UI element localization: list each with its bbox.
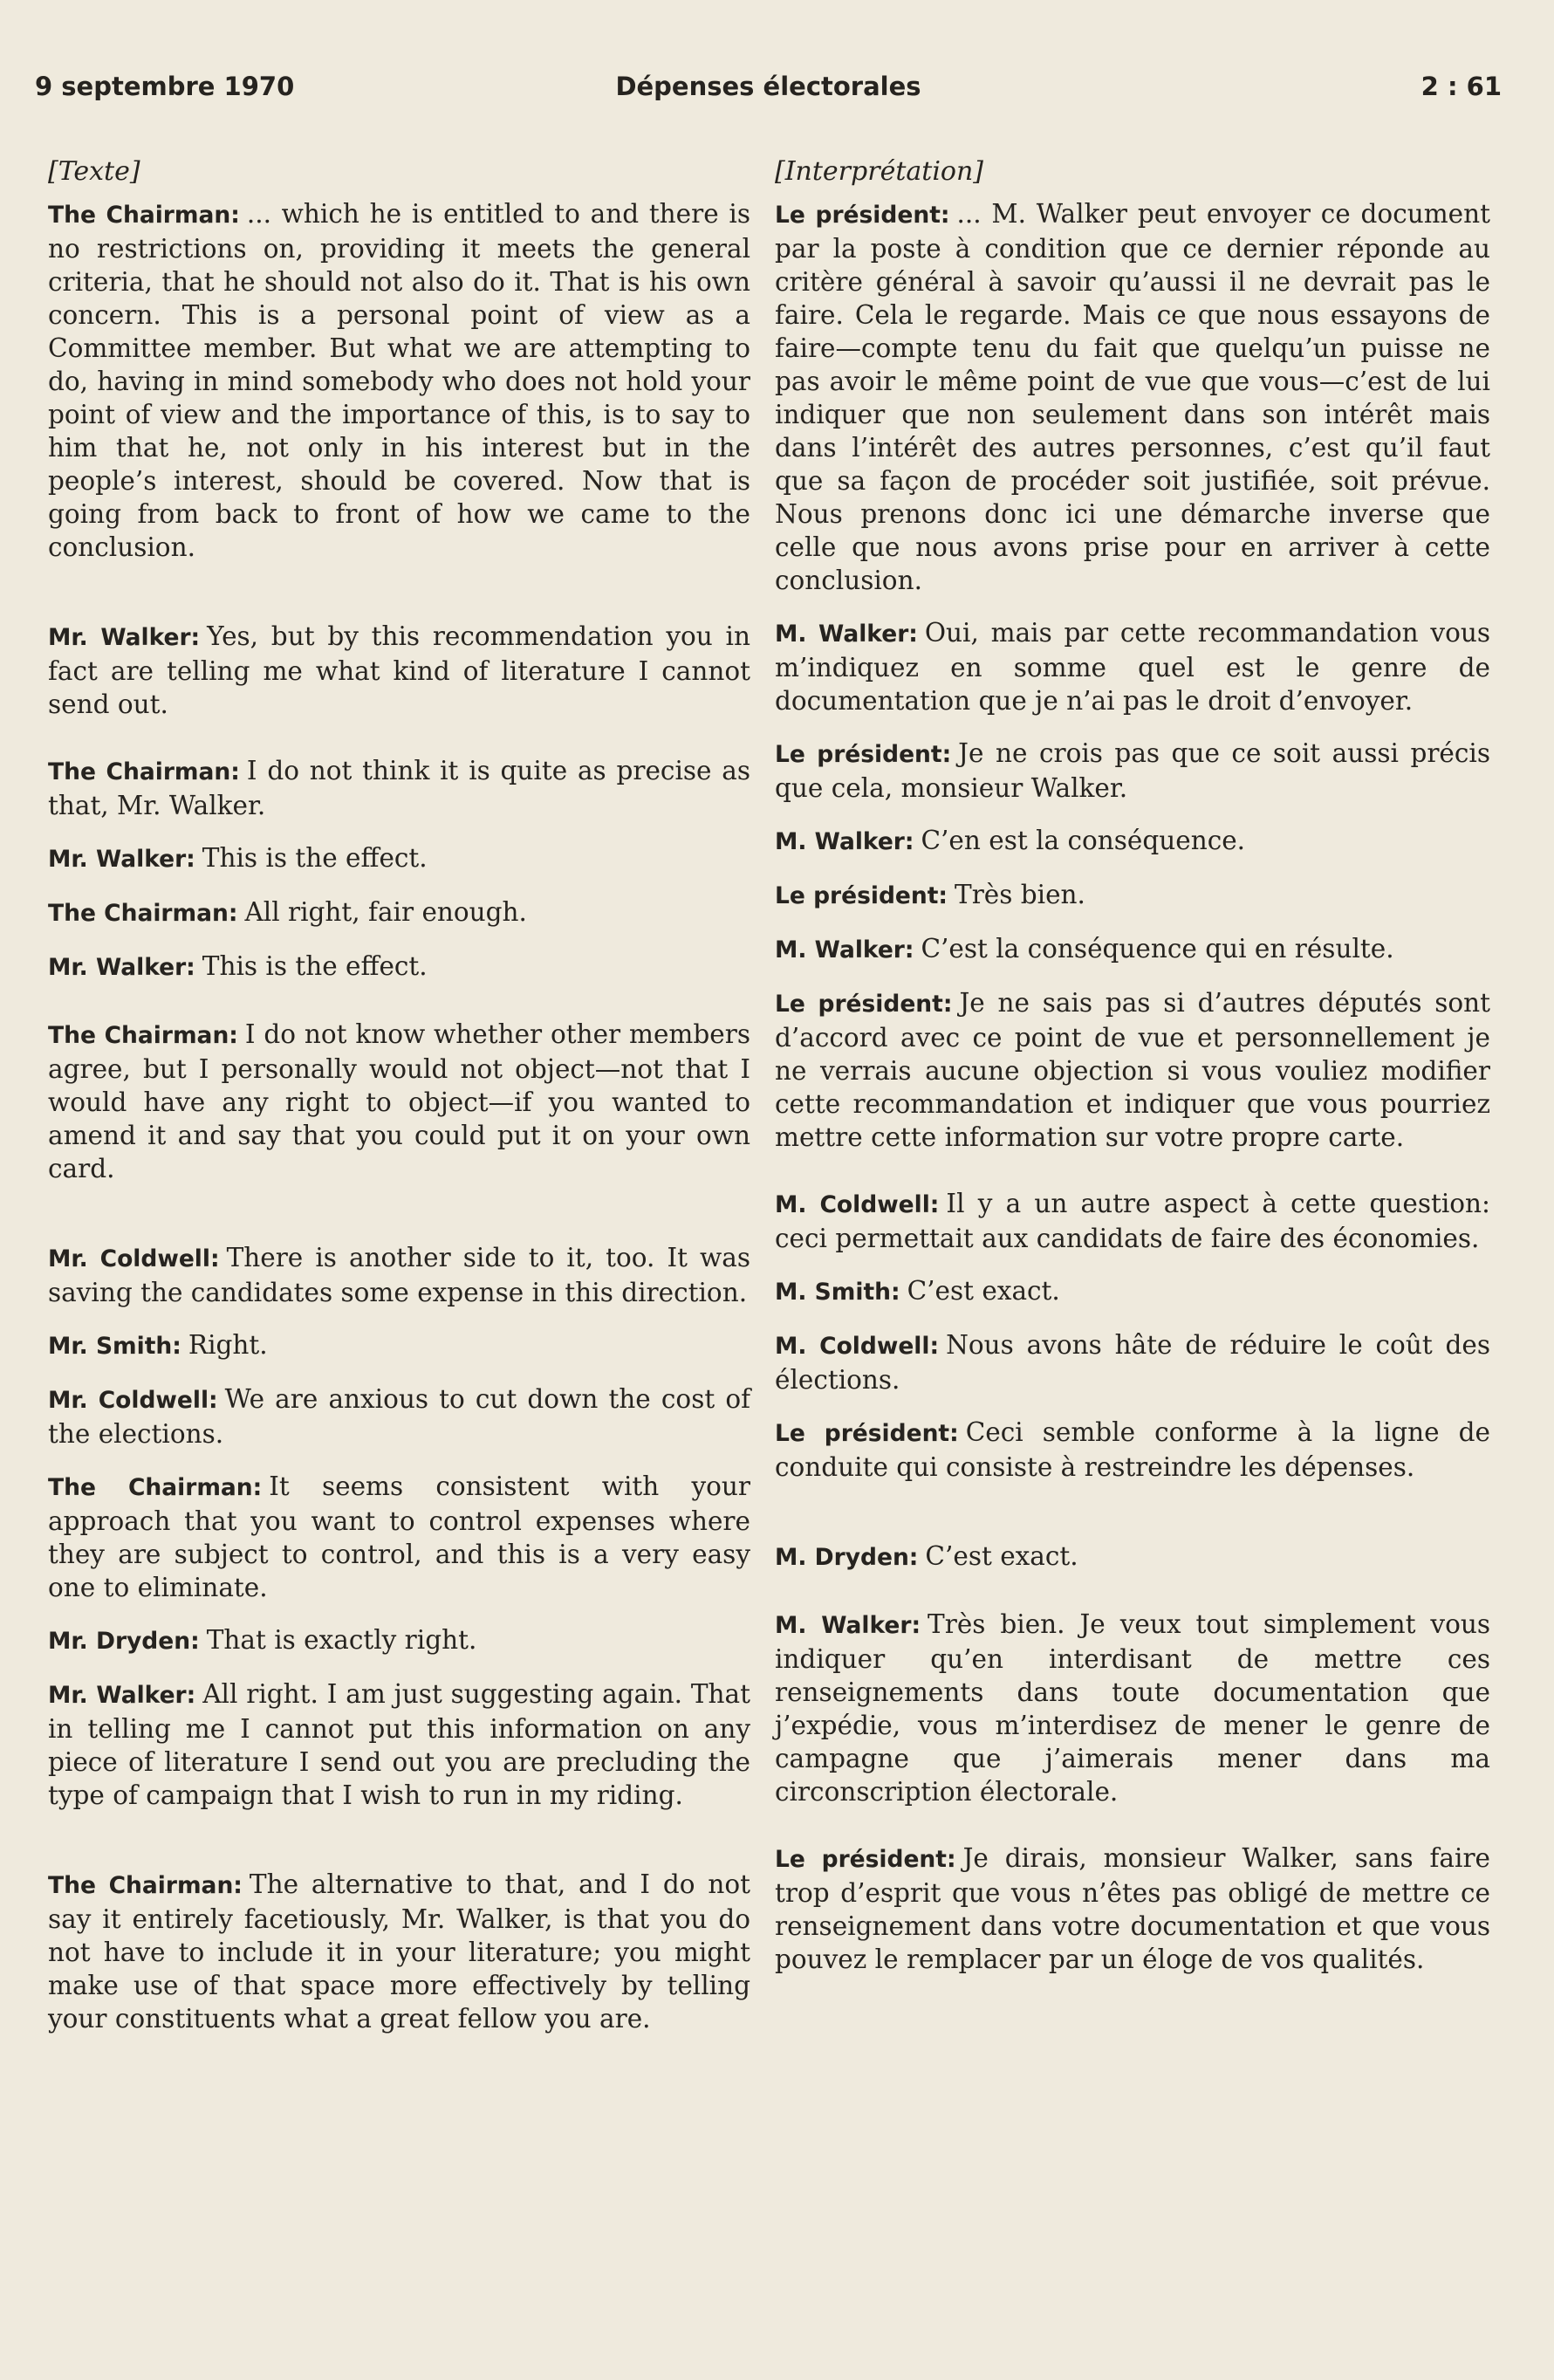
speech-text: Je ne crois pas que ce soit aussi précis que cela, monsieur Walker. [775, 738, 1490, 803]
speech-text: Il y a un autre aspect à cette question: ceci permettait aux candidats de faire des économies. [775, 1189, 1490, 1253]
speaker-name: The Chairman: [48, 1872, 243, 1899]
speech-text: That is exactly right. [206, 1625, 477, 1655]
transcript-paragraph [48, 895, 750, 930]
transcript-paragraph [775, 1274, 1490, 1309]
speech-text: There is another side to it, too. It was saving the candidates some expense in this direction. [48, 1243, 750, 1307]
speech-text: C’est exact. [907, 1276, 1060, 1306]
speech-text: Oui, mais par cette recommandation vous m’indiquez en somme quel est le genre de documentation que je n’ai pas le droit d’envoyer. [775, 618, 1490, 716]
french-column [775, 155, 1490, 1976]
speech-text: Très bien. Je veux tout simplement vous indiquer qu’en interdisant de mettre ces renseignements dans toute documentation que j’expédie, vous m’interdisez de mener le genre de campagne que j’aimerais mener dans ma circonscription électorale. [775, 1609, 1490, 1807]
transcript-paragraph [775, 1608, 1490, 1808]
speaker-name: Mr. Coldwell: [48, 1245, 220, 1272]
speech-text: We are anxious to cut down the cost of the elections. [48, 1384, 751, 1449]
speech-text: Yes, but by this recommendation you in fact are telling me what kind of literature I cannot send out. [48, 621, 750, 719]
speech-text: ... M. Walker peut envoyer ce document par la poste à condition que ce dernier réponde au critère général à savoir qu’aussi il ne devrait pas le faire. Cela le regarde. Mais ce que nous essayons de faire—compte tenu du fait que quelqu’un puisse ne pas avoir le même point de vue que vous—c’est de lui indiquer que non seulement dans son intérêt mais dans l’intérêt des autres personnes, c’est qu’il faut que sa façon de procéder soit justifiée, soit prévue. Nous prenons donc ici une démarche inverse que celle que nous avons prise pour en arriver à cette conclusion. [775, 199, 1490, 595]
speaker-name: M. Coldwell: [775, 1191, 940, 1218]
transcript-paragraph [48, 1470, 750, 1604]
transcript-paragraph [48, 1328, 750, 1363]
transcript-paragraph [48, 950, 750, 984]
speaker-name: Mr. Walker: [48, 846, 195, 873]
transcript-paragraph [775, 197, 1490, 597]
transcript-paragraph [775, 1540, 1490, 1574]
speech-text: Nous avons hâte de réduire le coût des élections. [775, 1330, 1490, 1395]
speaker-name: Le président: [775, 741, 952, 768]
transcript-paragraph [48, 1018, 750, 1185]
speech-text: I do not know whether other members agree, but I personally would not object—not that I would have any right to object—if you wanted to amend it and say that you could put it on your own card. [48, 1019, 750, 1183]
transcript-paragraph [48, 197, 750, 564]
transcript-paragraph [775, 824, 1490, 859]
speaker-name: M. Walker: [775, 1612, 921, 1639]
speaker-name: Mr. Dryden: [48, 1628, 200, 1655]
transcript-paragraph [775, 1416, 1490, 1484]
speech-text: Right. [188, 1330, 268, 1360]
speech-text: I do not think it is quite as precise as that, Mr. Walker. [48, 756, 751, 820]
speech-text: All right, fair enough. [244, 897, 527, 927]
speaker-name: The Chairman: [48, 202, 240, 229]
transcript-paragraph [48, 1241, 750, 1309]
speech-text: C’en est la conséquence. [921, 826, 1246, 855]
speaker-name: Mr. Walker: [48, 624, 201, 651]
transcript-paragraph [775, 1328, 1490, 1396]
speaker-name: The Chairman: [48, 900, 238, 927]
transcript-paragraph [775, 616, 1490, 717]
transcript-paragraph [48, 754, 750, 822]
transcript-paragraph [775, 878, 1490, 913]
speaker-name: Le président: [775, 202, 950, 229]
transcript-paragraph [48, 1677, 750, 1812]
speaker-name: M. Walker: [775, 621, 918, 648]
speech-text: C’est exact. [925, 1541, 1078, 1571]
speaker-name: M. Walker: [775, 936, 914, 964]
section-label-texte: [Texte] [48, 156, 140, 187]
speaker-name: M. Dryden: [775, 1544, 919, 1571]
speaker-name: The Chairman: [48, 1474, 263, 1501]
speaker-name: Le président: [775, 1420, 959, 1447]
speaker-name: Le président: [775, 1846, 956, 1873]
transcript-paragraph [48, 1623, 750, 1658]
speech-text: It seems consistent with your approach that you want to control expenses where they are subject to control, and this is a very easy one to eliminate. [48, 1471, 750, 1602]
transcript-paragraph [775, 737, 1490, 805]
speech-text: All right. I am just suggesting again. That in telling me I cannot put this information on any piece of literature I send out you are precluding the type of campaign that I wish to run in my riding. [48, 1679, 750, 1810]
transcript-paragraph [48, 620, 750, 721]
speaker-name: Mr. Walker: [48, 954, 195, 981]
transcript-paragraph [775, 1187, 1490, 1255]
transcript-paragraph [775, 1842, 1490, 1976]
header-date: 9 septembre 1970 [35, 72, 295, 101]
speaker-name: M. Walker: [775, 828, 914, 855]
transcript-paragraph [48, 841, 750, 876]
speaker-name: The Chairman: [48, 758, 240, 785]
speech-text: C’est la conséquence qui en résulte. [921, 934, 1394, 964]
speaker-name: Mr. Coldwell: [48, 1387, 218, 1414]
transcript-paragraph [48, 1868, 750, 2035]
speech-text: This is the effect. [202, 951, 428, 981]
speech-text: Je dirais, monsieur Walker, sans faire trop d’esprit que vous n’êtes pas obligé de mettre ce renseignement dans votre documentation et que vous pouvez le remplacer par un éloge de vos qualités. [775, 1843, 1490, 1974]
transcript-paragraph [775, 932, 1490, 967]
speaker-name: M. Coldwell: [775, 1333, 940, 1360]
section-label-interpretation: [Interprétation] [775, 156, 984, 187]
speaker-name: Le président: [775, 882, 948, 909]
speaker-name: Mr. Smith: [48, 1333, 181, 1360]
header-page-number: 2 : 61 [1421, 72, 1502, 101]
speaker-name: M. Smith: [775, 1279, 900, 1306]
speech-text: Ceci semble conforme à la ligne de conduite qui consiste à restreindre les dépenses. [775, 1417, 1490, 1482]
speech-text: Très bien. [955, 880, 1085, 909]
speech-text: The alternative to that, and I do not say it entirely facetiously, Mr. Walker, is that you do not have to include it in your literature; you might make use of that space more effectively by telling your constituents what a great fellow you are. [48, 1869, 750, 2034]
english-column [48, 155, 750, 2035]
speech-text: Je ne sais pas si d’autres députés sont d’accord avec ce point de vue et personnellement je ne verrais aucune objection si vous vouliez modifier cette recommandation et indiquer que vous pourriez mettre cette information sur votre propre carte. [775, 988, 1490, 1152]
running-head [35, 72, 1502, 124]
speaker-name: Mr. Walker: [48, 1682, 196, 1709]
transcript-paragraph [775, 986, 1490, 1154]
speaker-name: Le président: [775, 991, 953, 1018]
transcript-paragraph [48, 1382, 750, 1451]
speech-text: This is the effect. [202, 843, 428, 873]
speech-text: ... which he is entitled to and there is no restrictions on, providing it meets the general criteria, that he should not also do it. That is his own concern. This is a personal point of view as a Committee member. But what we are attempting to do, having in mind somebody who does not hold your point of view and the importance of this, is to say to him that he, not only in his interest but in the people’s interest, should be covered. Now that is going from back to front of how we came to the conclusion. [48, 199, 750, 562]
speaker-name: The Chairman: [48, 1022, 238, 1049]
header-title: Dépenses électorales [615, 72, 921, 101]
